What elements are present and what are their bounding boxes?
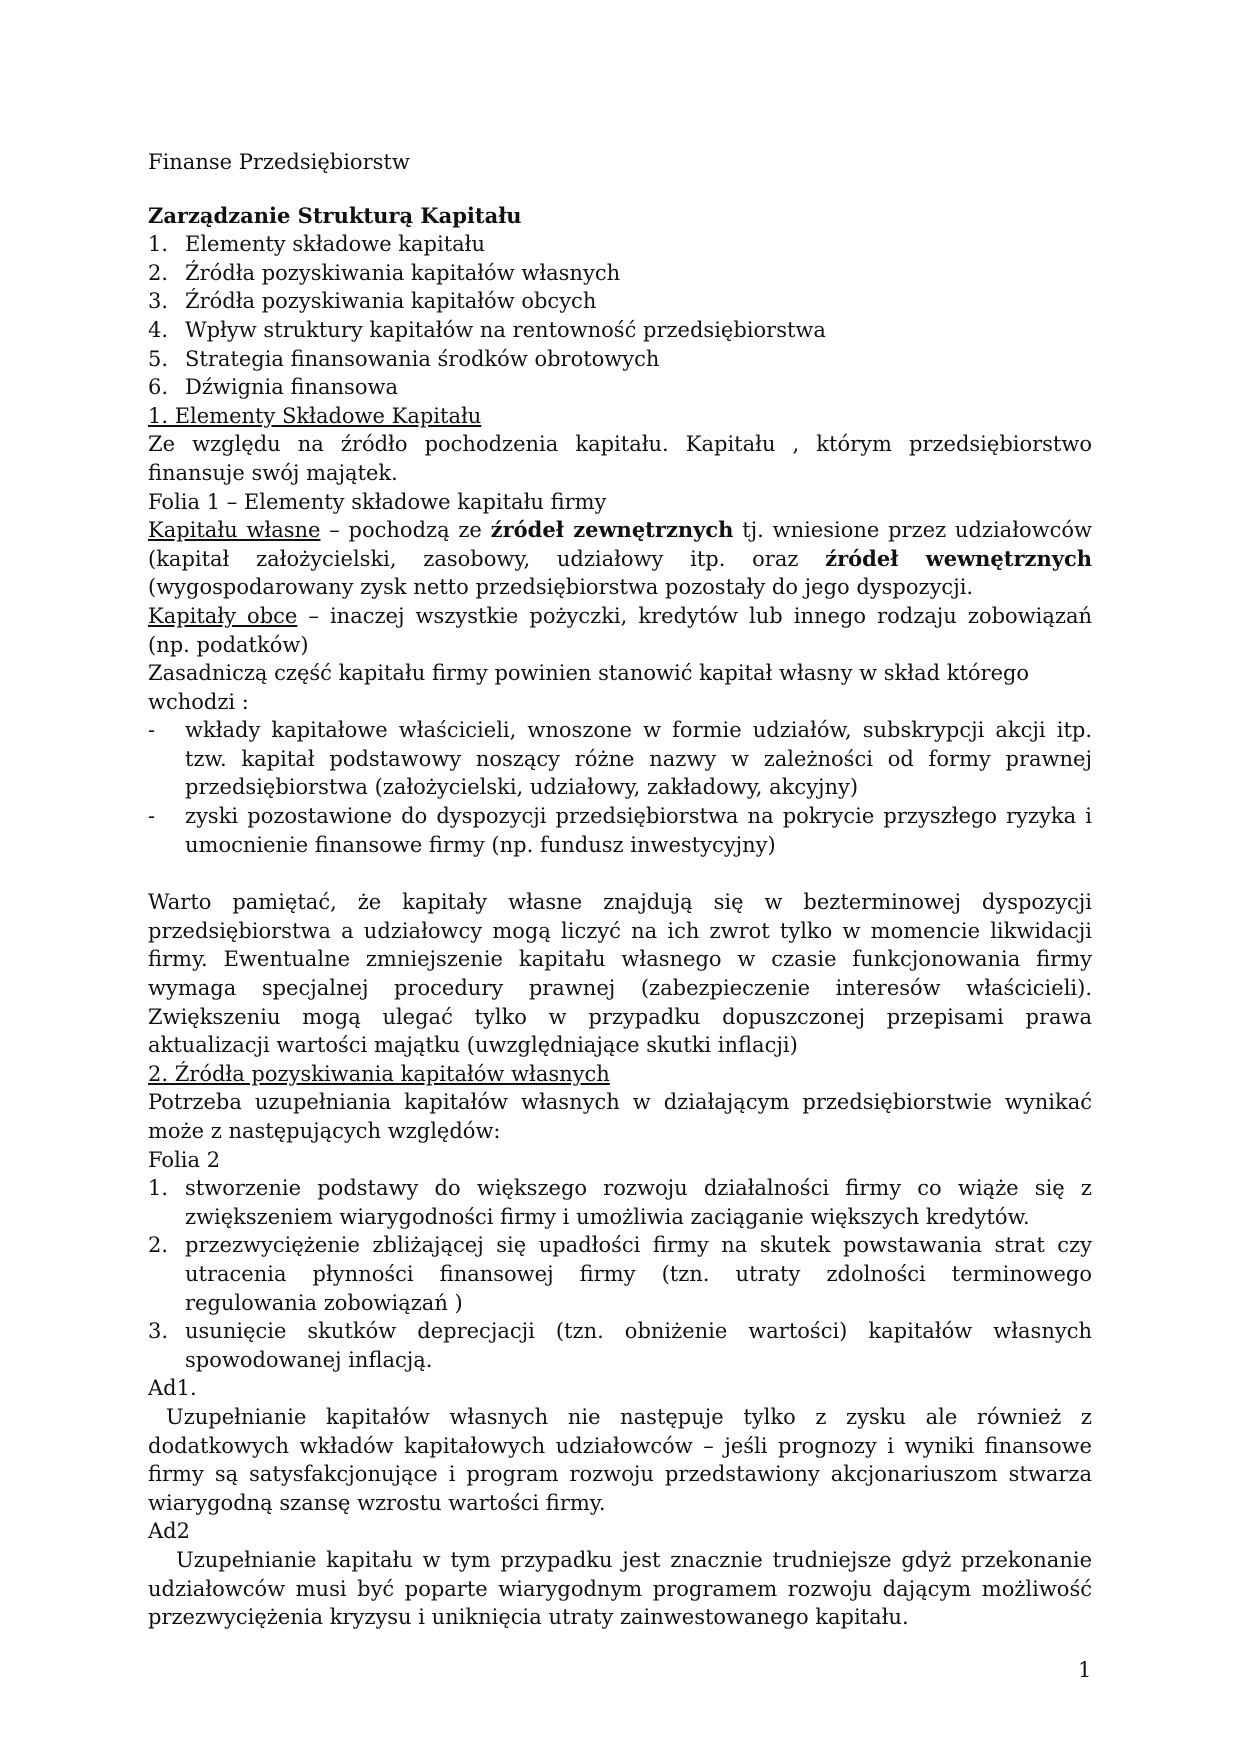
- bullet-item: [148, 716, 1092, 802]
- reason-item: [148, 1174, 1092, 1231]
- item-text: przezwyciężenie zbliżającej się upadłości firmy na skutek powstawania strat czy utracenia płynności finansowej firmy (tzn. utraty zdolności terminowego regulowania zobowiązań ): [185, 1233, 1092, 1315]
- outline-item: [148, 287, 1092, 316]
- text-run: (wygospodarowany zysk netto przedsiębiorstwa pozostały do jego dyspozycji.: [148, 575, 974, 600]
- outline-item: [148, 230, 1092, 259]
- own-capital-intro: Zasadniczą część kapitału firmy powinien stanowić kapitał własny w skład którego wchodzi :: [148, 661, 1030, 714]
- internal-sources-bold: źródeł wewnętrznych: [825, 545, 1093, 571]
- document-title: Finanse Przedsiębiorstw: [148, 150, 410, 174]
- item-number: 1.: [148, 232, 169, 257]
- section-1-heading: 1. Elementy Składowe Kapitału: [148, 403, 482, 428]
- foreign-capital-term: Kapitały obce: [148, 603, 298, 628]
- own-capital-term: Kapitału własne: [148, 518, 321, 543]
- page-number: 1: [1078, 1658, 1092, 1682]
- remember-paragraph: Warto pamiętać, że kapitały własne znajdują się w bezterminowej dyspozycji przedsiębiorstwa a udziałowcy mogą liczyć na ich zwrot tylko w momencie likwidacji firmy. Ewentualne zmniejszenie kapitału własnego w czasie funkcjonowania firmy wymaga specjalnej procedury prawnej (zabezpieczenie interesów właścicieli). Zwiększeniu mogą ulegać tylko w przypadku dopuszczonej przepisami prawa aktualizacji wartości majątku (uwzględniające skutki inflacji): [148, 890, 1092, 1058]
- ad2-paragraph: Uzupełnianie kapitału w tym przypadku jest znacznie trudniejsze gdyż przekonanie udziałowców musi być poparte wiarygodnym programem rozwoju dającym możliwość przezwyciężenia kryzysu i uniknięcia utraty zainwestowanego kapitału.: [148, 1547, 1092, 1630]
- outline-list: [148, 230, 1092, 402]
- external-sources-bold: źródeł zewnętrznych: [490, 517, 734, 543]
- section-2-heading: 2. Źródła pozyskiwania kapitałów własnych: [148, 1061, 610, 1086]
- item-number: 2.: [148, 1233, 169, 1258]
- folia-2-label: Folia 2: [148, 1147, 221, 1172]
- item-number: 2.: [148, 260, 169, 285]
- item-number: 3.: [148, 1319, 169, 1344]
- item-number: 5.: [148, 346, 169, 371]
- document-body: [148, 148, 1092, 1632]
- bullet-text: wkłady kapitałowe właścicieli, wnoszone w formie udziałów, subskrypcji akcji itp. tzw. kapitał podstawowy noszący różne nazwy w zależności od formy prawnej przedsiębiorstwa (założycielski, udziałowy, zakładowy, akcyjny): [185, 718, 1092, 800]
- reason-item: [148, 1231, 1092, 1317]
- section-2-paragraph: Potrzeba uzupełniania kapitałów własnych w działającym przedsiębiorstwie wynikać może z następujących względów:: [148, 1090, 1092, 1143]
- text-run: tj. wniesione przez udziałowców (kapitał założycielski, zasobowy, udziałowy itp. oraz: [148, 518, 1093, 571]
- item-number: 1.: [148, 1176, 169, 1201]
- ad1-paragraph: Uzupełnianie kapitałów własnych nie następuje tylko z zysku ale również z dodatkowych wkładów kapitałowych udziałowców – jeśli prognozy i wyniki finansowe firmy są satysfakcjonujące i program rozwoju przedstawiony akcjonariuszom stwarza wiarygodną szansę wzrostu wartości firmy.: [148, 1404, 1092, 1515]
- outline-heading: Zarządzanie Strukturą Kapitału: [148, 202, 522, 228]
- item-number: 6.: [148, 375, 169, 400]
- bullet-item: [148, 802, 1092, 859]
- outline-item: [148, 259, 1092, 288]
- item-text: Źródła pozyskiwania kapitałów obcych: [185, 289, 597, 314]
- outline-item: [148, 316, 1092, 345]
- outline-item: [148, 373, 1092, 402]
- item-text: Elementy składowe kapitału: [185, 232, 486, 257]
- item-text: Źródła pozyskiwania kapitałów własnych: [185, 260, 621, 285]
- item-number: 3.: [148, 289, 169, 314]
- foreign-capital-paragraph: [148, 602, 1092, 659]
- item-text: Wpływ struktury kapitałów na rentowność przedsiębiorstwa: [185, 317, 826, 342]
- item-text: usunięcie skutków deprecjacji (tzn. obniżenie wartości) kapitałów własnych spowodowanej inflacją.: [185, 1319, 1092, 1372]
- text-run: – inaczej wszystkie pożyczki, kredytów lub innego rodzaju zobowiązań (np. podatków): [148, 603, 1093, 657]
- ad2-label: Ad2: [148, 1519, 190, 1544]
- bullet-text: zyski pozostawione do dyspozycji przedsiębiorstwa na pokrycie przyszłego ryzyka i umocnienie finansowe firmy (np. fundusz inwestycyjny): [185, 804, 1092, 857]
- item-number: 4.: [148, 317, 169, 342]
- item-text: stworzenie podstawy do większego rozwoju działalności firmy co wiąże się z zwiększeniem wiarygodności firmy i umożliwia zaciąganie większych kredytów.: [185, 1176, 1092, 1229]
- ad1-label: Ad1.: [148, 1376, 197, 1401]
- item-text: Strategia finansowania środków obrotowych: [185, 346, 660, 371]
- outline-item: [148, 345, 1092, 374]
- item-text: Dźwignia finansowa: [185, 375, 398, 400]
- bullet-dash: -: [148, 718, 156, 743]
- own-capital-paragraph: [148, 516, 1092, 602]
- blank-line: [148, 859, 1092, 888]
- bullet-dash: -: [148, 804, 156, 829]
- text-run: – pochodzą ze: [320, 518, 491, 543]
- section-1-paragraph: Ze względu na źródło pochodzenia kapitału. Kapitału , którym przedsiębiorstwo finansuje swój majątek.: [148, 432, 1092, 485]
- reason-item: [148, 1317, 1092, 1374]
- folia-1-label: Folia 1 – Elementy składowe kapitału firmy: [148, 489, 607, 514]
